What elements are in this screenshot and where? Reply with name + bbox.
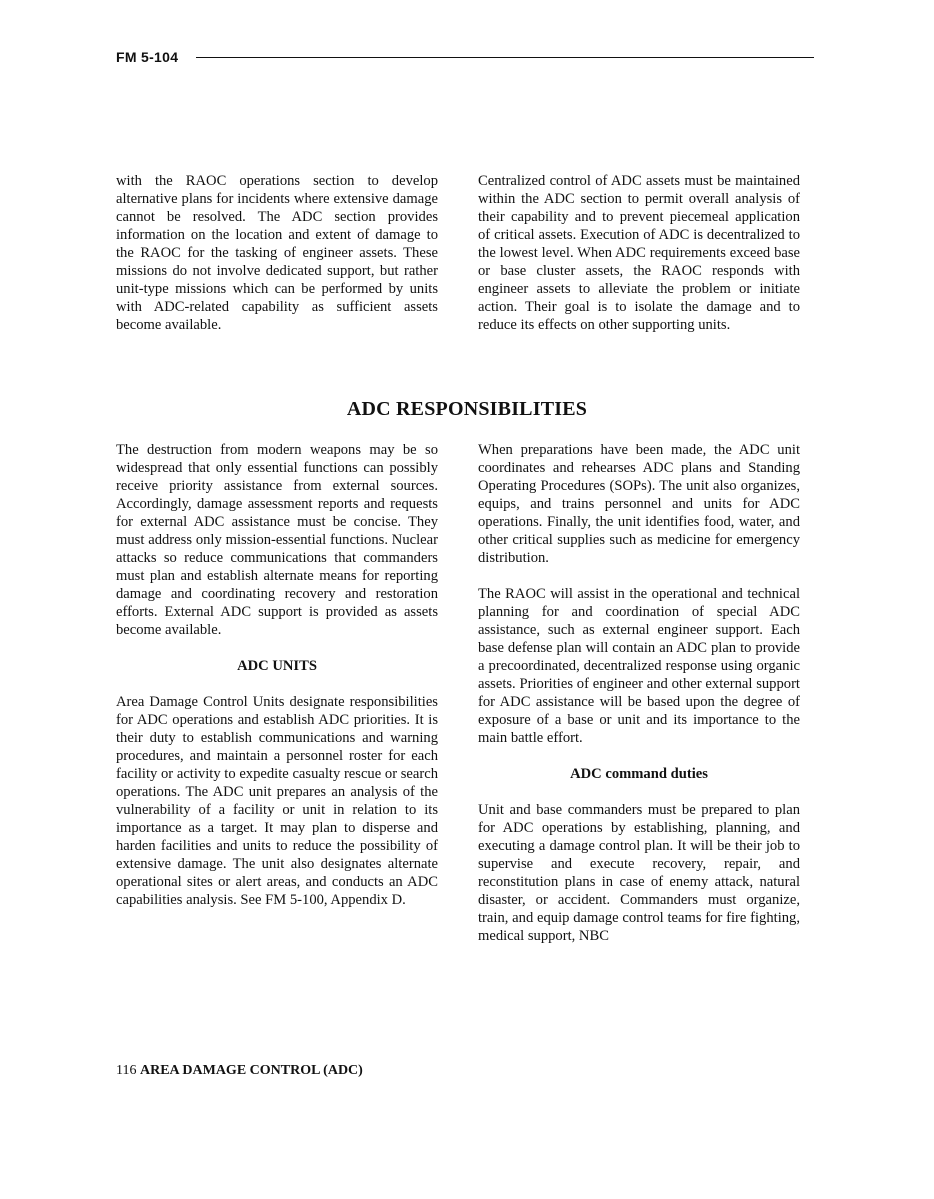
header-rule <box>196 57 814 58</box>
top-right-paragraph: Centralized control of ADC assets must be maintained within the ADC section to permit overall analysis of their capability and to prevent piecemeal application of critical assets. Execution of ADC is decentralized to the lowest level. When ADC requirements exceed base or base cluster assets, the RAOC responds with engineer assets to alleviate the problem or initiate action. Their goal is to isolate the damage and to reduce its effects on other supporting units. <box>478 173 800 333</box>
page-footer <box>116 1063 363 1079</box>
command-duties-heading: ADC command duties <box>570 766 708 782</box>
top-right-column <box>478 172 800 334</box>
top-left-column <box>116 172 438 334</box>
section-heading: ADC RESPONSIBILITIES <box>346 398 588 420</box>
top-left-paragraph: with the RAOC operations section to develop alternative plans for incidents where extensive damage cannot be resolved. The ADC section provides information on the location and extent of damage to the RAOC for the tasking of engineer assets. These missions do not involve dedicated support, but rather unit-type missions which can be performed by units with ADC-related capability as sufficient assets become available. <box>116 173 438 333</box>
responsibilities-right-column <box>478 441 800 945</box>
page-header <box>116 49 814 69</box>
adc-units-heading: ADC UNITS <box>237 658 317 674</box>
command-duties-paragraph: Unit and base commanders must be prepared to plan for ADC operations by establishing, planning, and executing a damage control plan. It will be their job to supervise and execute recovery, repair, and reconstitution plans in case of enemy attack, natural disaster, or accident. Commanders must organize, train, and equip damage control teams for fire fighting, medical support, NBC <box>478 802 800 944</box>
footer-title: AREA DAMAGE CONTROL (ADC) <box>139 1063 363 1078</box>
adc-units-paragraph: Area Damage Control Units designate responsibilities for ADC operations and establish ADC priorities. It is their duty to establish communications and warning procedures, and maintain a personnel roster for each facility or activity to expedite casualty rescue or search operations. The ADC unit prepares an analysis of the vulnerability of a facility or unit in relation to its importance as a target. It may plan to disperse and harden facilities and units to reduce the possibility of extensive damage. The unit also designates alternate operational sites or alert areas, and conducts an ADC capabilities analysis. See FM 5-100, Appendix D. <box>116 694 438 908</box>
raoc-paragraph: The RAOC will assist in the operational and technical planning for and coordination of special ADC assistance, such as external engineer support. Each base defense plan will contain an ADC plan to provide a precoordinated, decentralized response using organic assets. Priorities of engineer and other external support for ADC assistance will be based upon the degree of exposure of a base or unit and its importance to the main battle effort. <box>478 586 800 746</box>
preparations-paragraph: When preparations have been made, the ADC unit coordinates and rehearses ADC plans and Standing Operating Procedures (SOPs). The unit also organizes, equips, and trains personnel and units for ADC operations. Finally, the unit identifies food, water, and other critical supplies such as medicine for emergency distribution. <box>478 442 800 566</box>
page-number: 116 <box>116 1063 137 1078</box>
responsibilities-left-column <box>116 441 438 909</box>
document-id: FM 5-104 <box>116 49 179 65</box>
intro-paragraph: The destruction from modern weapons may be so widespread that only essential functions can possibly receive priority assistance from external sources. Accordingly, damage assessment reports and requests for external ADC assistance must be concise. They must address only mission-essential functions. Nuclear attacks so reduce communications that commanders must plan and establish alternate means for reporting damage and coordinating recovery and restoration efforts. External ADC support is provided as assets become available. <box>116 442 438 638</box>
